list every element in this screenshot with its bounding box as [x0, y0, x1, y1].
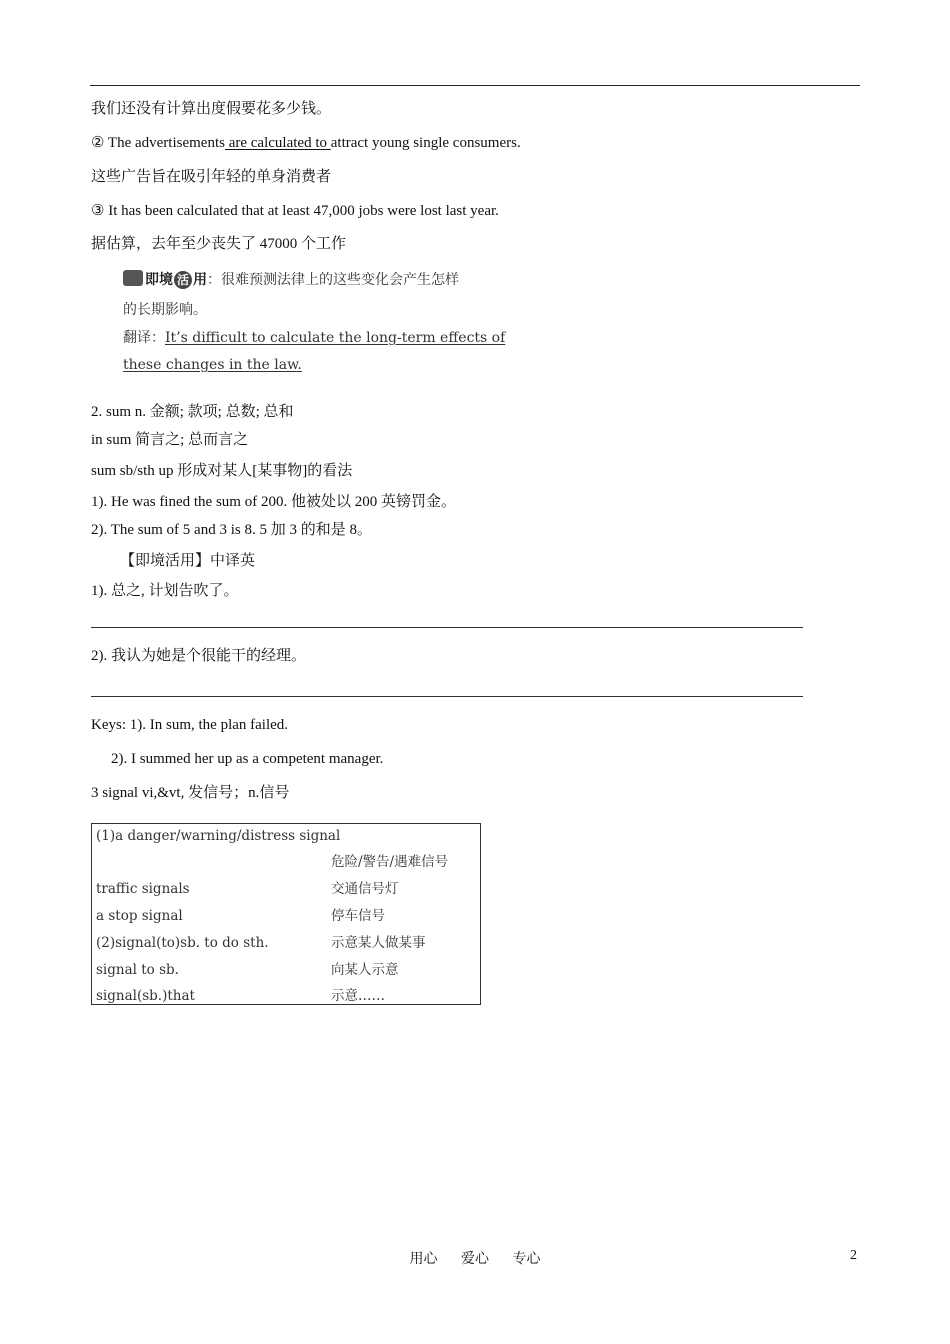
- page-footer: [0, 1248, 950, 1268]
- sum-title: 2. sum n. 金额; 款项; 总数; 总和: [91, 404, 294, 420]
- practice-prompt: ：很难预测法律上的这些变化会产生怎样: [207, 272, 459, 288]
- answer-label: 翻译：: [123, 330, 165, 346]
- key-2: 2). I summed her up as a competent manager.: [111, 751, 384, 767]
- book-icon: [123, 270, 143, 286]
- page-number: 2: [850, 1248, 857, 1263]
- example-2-end: attract young single consumers.: [330, 135, 521, 151]
- table-row-5-en: signal to sb.: [96, 962, 179, 978]
- signal-phrase-table: [91, 823, 481, 1005]
- table-row-1-en: (1)a danger/warning/distress signal: [96, 828, 341, 844]
- practice-image-block: [123, 268, 523, 378]
- practice-tag-circle: 活: [174, 271, 192, 289]
- question-2: 2). 我认为她是个很能干的经理。: [91, 648, 306, 664]
- practice-prompt-cont: 的长期影响。: [123, 302, 207, 318]
- header-rule: [90, 85, 860, 86]
- question-1: 1). 总之, 计划告吹了。: [91, 583, 239, 599]
- example-2-start: ② The advertisements: [91, 135, 225, 151]
- table-row-1-zh: 危险/警告/遇难信号: [331, 854, 449, 870]
- practice-answer-cont: these changes in the law.: [123, 357, 302, 373]
- signal-title: 3 signal vi,&vt, 发信号；n.信号: [91, 785, 290, 801]
- footer-motto-1: 用心: [409, 1252, 438, 1267]
- table-row-5-zh: 向某人示意: [331, 962, 399, 978]
- example-sentence-3: ③ It has been calculated that at least 47,000 jobs were lost last year.: [91, 203, 499, 219]
- key-1: Keys: 1). In sum, the plan failed.: [91, 717, 289, 733]
- sentence-translation-2: 这些广告旨在吸引年轻的单身消费者: [91, 169, 332, 185]
- table-row-6-zh: 示意……: [331, 988, 385, 1004]
- sum-phrase-2: sum sb/sth up 形成对某人[某事物]的看法: [91, 463, 353, 479]
- practice-tag: 即境: [145, 272, 173, 288]
- practice-answer-line: [123, 328, 505, 348]
- sum-example-2: 2). The sum of 5 and 3 is 8. 5 加 3 的和是 8。: [91, 522, 372, 538]
- sum-example-1: 1). He was fined the sum of 200. 他被处以 200 英镑罚金。: [91, 494, 456, 510]
- footer-motto-2: 爱心: [461, 1252, 489, 1267]
- table-row-3-en: a stop signal: [96, 908, 183, 924]
- table-row-3-zh: 停车信号: [331, 908, 385, 924]
- example-2-underlined: are calculated to: [224, 135, 331, 151]
- answer-blank-2: [91, 696, 803, 697]
- example-sentence-2: [91, 133, 521, 153]
- table-row-4-en: (2)signal(to)sb. to do sth.: [96, 935, 269, 951]
- table-row-6-en: signal(sb.)that: [96, 988, 195, 1004]
- practice-heading: 【即境活用】中译英: [120, 553, 256, 569]
- answer-blank-1: [91, 627, 803, 628]
- sentence-translation-1: 我们还没有计算出度假要花多少钱。: [91, 101, 332, 117]
- sentence-translation-3: 据估算，去年至少丧失了 47000 个工作: [91, 236, 347, 252]
- answer-text: It’s difficult to calculate the long-term effects of: [165, 330, 506, 346]
- practice-tag-end: 用: [193, 272, 207, 288]
- table-row-4-zh: 示意某人做某事: [331, 935, 426, 951]
- footer-motto-3: 专心: [512, 1252, 541, 1267]
- table-row-2-zh: 交通信号灯: [331, 881, 399, 897]
- sum-phrase-1: in sum 简言之; 总而言之: [91, 432, 249, 448]
- table-row-2-en: traffic signals: [96, 881, 190, 897]
- practice-prompt-line: [123, 270, 459, 290]
